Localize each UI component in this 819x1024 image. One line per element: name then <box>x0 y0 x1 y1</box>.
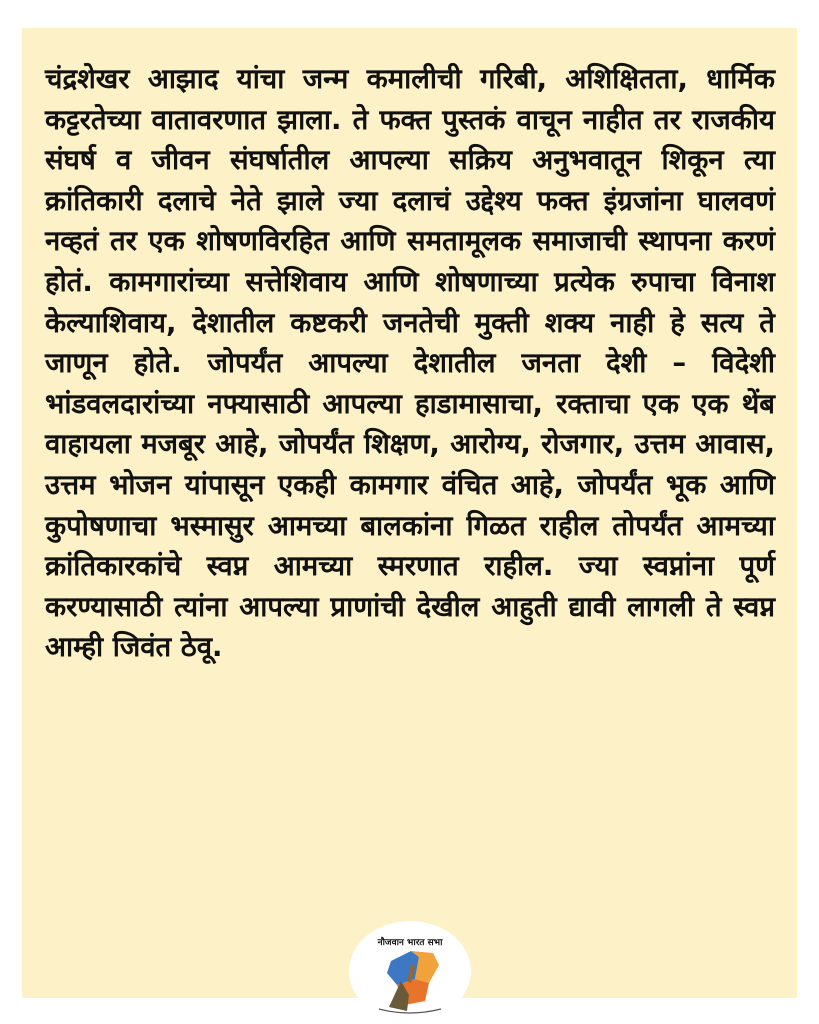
post-paragraph: चंद्रशेखर आझाद यांचा जन्म कमालीची गरिबी, अशिक्षितता, धार्मिक कट्टरतेच्या वातावरणात झाला. ते फक्त पुस्तकं वाचून नाहीत तर राजकीय संघर्ष व जीवन संघर्षातील आपल्या सक्रिय अनुभवातून शिकून त्या क्रांतिकारी दलाचे नेते झाले ज्या दलाचं उद्देश्य फक्त इंग्रजांना घालवणं नव्हतं तर एक शोषणविरहित आणि समतामूलक समाजाची स्थापना करणं होतं. कामगारांच्या सत्तेशिवाय आणि शोषणाच्या प्रत्येक रुपाचा विनाश केल्याशिवाय, देशातील कष्टकरी जनतेची मुक्ती शक्य नाही हे सत्य ते जाणून होते. जोपर्यंत आपल्या देशातील जनता देशी – विदेशी भांडवलदारांच्या नफ्यासाठी आपल्या हाडामासाचा, रक्ताचा एक एक थेंब वाहायला मजबूर आहे, जोपर्यंत शिक्षण, आरोग्य, रोजगार, उत्तम आवास, उत्तम भोजन यांपासून एकही कामगार वंचित आहे, जोपर्यंत भूक आणि कुपोषणाचा भस्मासुर आमच्या बालकांना गिळत राहील तोपर्यंत आमच्या क्रांतिकारकांचे स्वप्न आमच्या स्मरणात राहील. ज्या स्वप्नांना पूर्ण करण्यासाठी त्यांना आपल्या प्राणांची देखील आहुती द्यावी लागली ते स्वप्न आम्ही जिवंत ठेवू. <box>45 63 775 664</box>
logo-text: नौजवान भारत सभा <box>377 938 443 948</box>
organization-logo <box>349 921 471 1021</box>
